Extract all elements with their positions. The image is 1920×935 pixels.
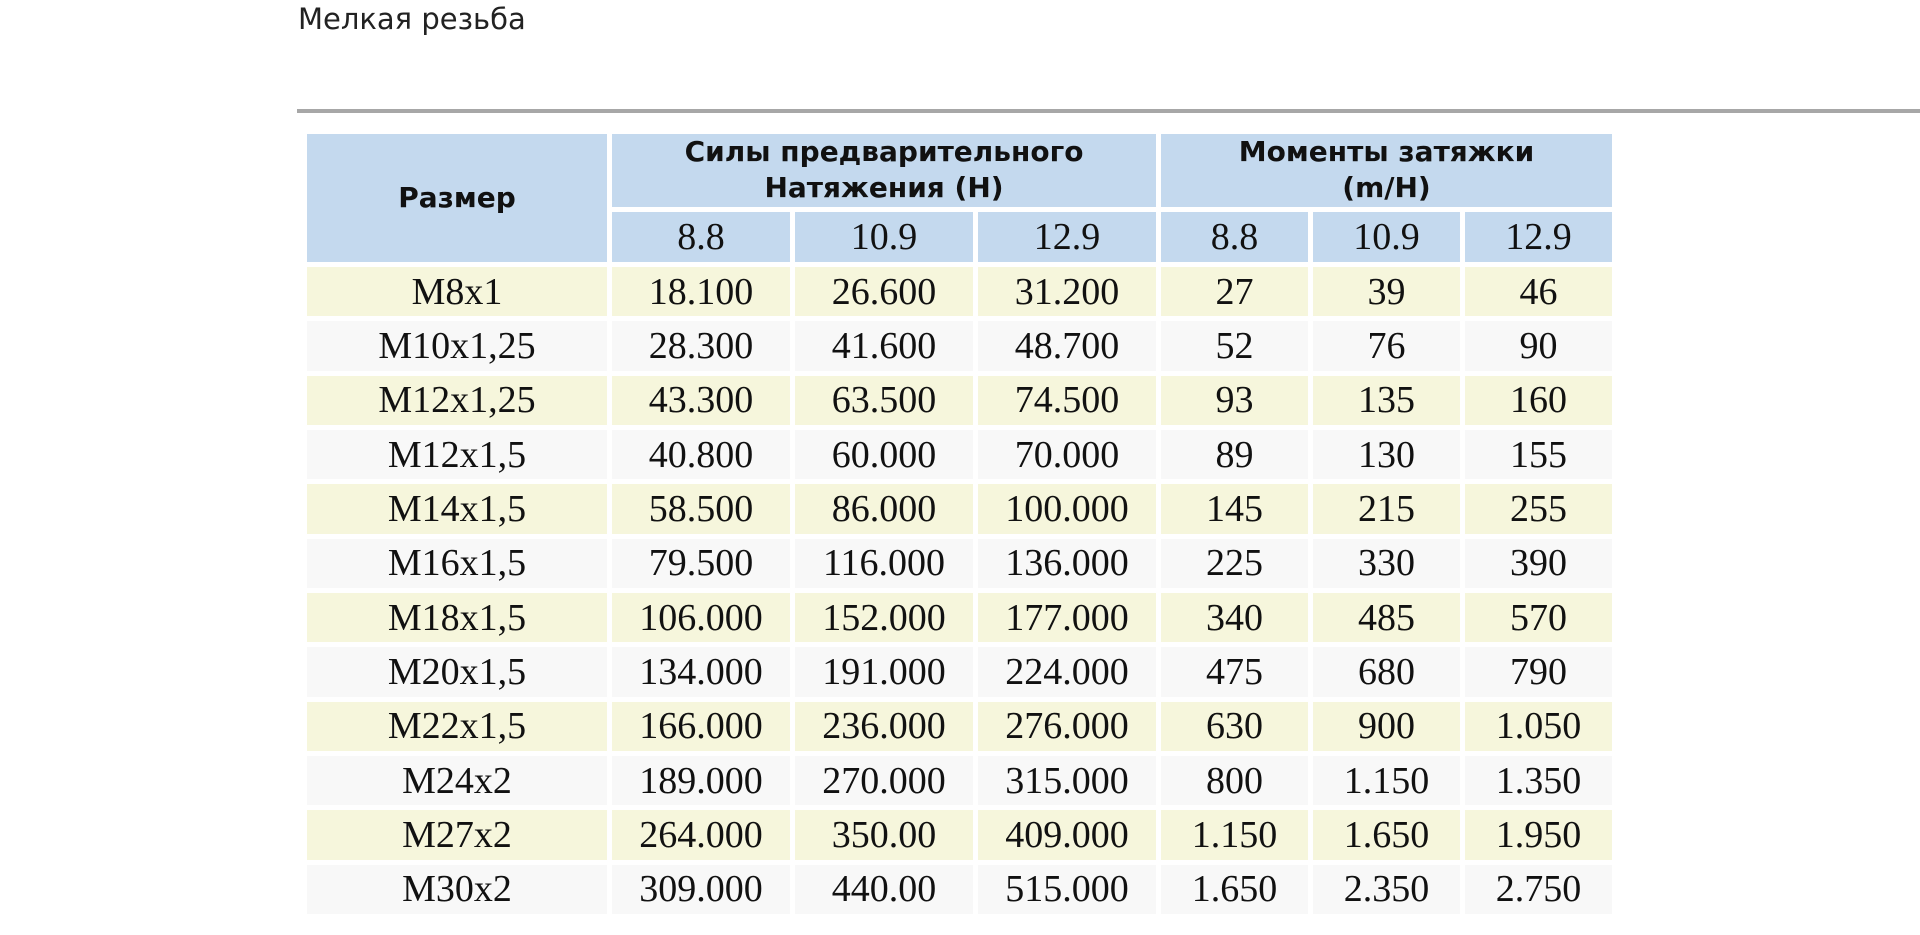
value-cell: 86.000 (795, 484, 973, 533)
value-cell: 130 (1313, 430, 1460, 479)
table-row (307, 376, 1612, 425)
grade-cell: 8.8 (612, 212, 790, 262)
value-cell: 225 (1161, 539, 1308, 588)
value-cell: 340 (1161, 593, 1308, 642)
value-cell: 515.000 (978, 865, 1156, 914)
value-cell: 136.000 (978, 539, 1156, 588)
value-cell: 800 (1161, 756, 1308, 805)
value-cell: 485 (1313, 593, 1460, 642)
value-cell: 76 (1313, 321, 1460, 370)
value-cell: 46 (1465, 267, 1612, 316)
table-row (307, 484, 1612, 533)
torque-header-line1: Моменты затяжки (1238, 135, 1535, 169)
value-cell: 43.300 (612, 376, 790, 425)
value-cell: 31.200 (978, 267, 1156, 316)
value-cell: 2.350 (1313, 865, 1460, 914)
table-body (307, 134, 1612, 914)
size-cell: M27x2 (307, 810, 607, 859)
value-cell: 89 (1161, 430, 1308, 479)
value-cell: 63.500 (795, 376, 973, 425)
table-row (307, 593, 1612, 642)
table-row (307, 539, 1612, 588)
value-cell: 1.350 (1465, 756, 1612, 805)
table-row (307, 865, 1612, 914)
size-cell: M22x1,5 (307, 702, 607, 751)
value-cell: 39 (1313, 267, 1460, 316)
size-cell: M8x1 (307, 267, 607, 316)
value-cell: 570 (1465, 593, 1612, 642)
value-cell: 160 (1465, 376, 1612, 425)
size-header: Размер (307, 134, 607, 262)
value-cell: 191.000 (795, 647, 973, 696)
value-cell: 315.000 (978, 756, 1156, 805)
value-cell: 40.800 (612, 430, 790, 479)
value-cell: 1.150 (1313, 756, 1460, 805)
value-cell: 27 (1161, 267, 1308, 316)
table-row (307, 430, 1612, 479)
value-cell: 270.000 (795, 756, 973, 805)
value-cell: 90 (1465, 321, 1612, 370)
thread-table (302, 129, 1617, 919)
value-cell: 52 (1161, 321, 1308, 370)
value-cell: 134.000 (612, 647, 790, 696)
value-cell: 680 (1313, 647, 1460, 696)
value-cell: 93 (1161, 376, 1308, 425)
value-cell: 18.100 (612, 267, 790, 316)
value-cell: 79.500 (612, 539, 790, 588)
preload-header (612, 134, 1156, 207)
grade-cell: 12.9 (1465, 212, 1612, 262)
value-cell: 390 (1465, 539, 1612, 588)
preload-header-line2: Натяжения (Н) (764, 171, 1004, 205)
value-cell: 60.000 (795, 430, 973, 479)
value-cell: 58.500 (612, 484, 790, 533)
table-row (307, 756, 1612, 805)
value-cell: 236.000 (795, 702, 973, 751)
table-row (307, 702, 1612, 751)
value-cell: 70.000 (978, 430, 1156, 479)
value-cell: 440.00 (795, 865, 973, 914)
header-row (307, 134, 1612, 207)
value-cell: 166.000 (612, 702, 790, 751)
value-cell: 26.600 (795, 267, 973, 316)
size-cell: M20x1,5 (307, 647, 607, 696)
size-cell: M30x2 (307, 865, 607, 914)
value-cell: 48.700 (978, 321, 1156, 370)
value-cell: 1.150 (1161, 810, 1308, 859)
value-cell: 215 (1313, 484, 1460, 533)
table-row (307, 267, 1612, 316)
value-cell: 350.00 (795, 810, 973, 859)
value-cell: 309.000 (612, 865, 790, 914)
value-cell: 330 (1313, 539, 1460, 588)
torque-header-line2: (m/H) (1342, 171, 1431, 205)
value-cell: 1.050 (1465, 702, 1612, 751)
value-cell: 1.950 (1465, 810, 1612, 859)
value-cell: 475 (1161, 647, 1308, 696)
size-cell: M24x2 (307, 756, 607, 805)
grade-cell: 12.9 (978, 212, 1156, 262)
page-title: Мелкая резьба (298, 2, 526, 36)
table-row (307, 647, 1612, 696)
preload-header-line1: Силы предварительного (684, 135, 1084, 169)
value-cell: 264.000 (612, 810, 790, 859)
value-cell: 177.000 (978, 593, 1156, 642)
table-row (307, 810, 1612, 859)
value-cell: 900 (1313, 702, 1460, 751)
value-cell: 152.000 (795, 593, 973, 642)
value-cell: 409.000 (978, 810, 1156, 859)
size-cell: M14x1,5 (307, 484, 607, 533)
value-cell: 1.650 (1161, 865, 1308, 914)
value-cell: 276.000 (978, 702, 1156, 751)
table-row (307, 321, 1612, 370)
value-cell: 2.750 (1465, 865, 1612, 914)
torque-header (1161, 134, 1612, 207)
value-cell: 224.000 (978, 647, 1156, 696)
value-cell: 1.650 (1313, 810, 1460, 859)
value-cell: 255 (1465, 484, 1612, 533)
value-cell: 100.000 (978, 484, 1156, 533)
value-cell: 155 (1465, 430, 1612, 479)
value-cell: 790 (1465, 647, 1612, 696)
grade-cell: 8.8 (1161, 212, 1308, 262)
value-cell: 41.600 (795, 321, 973, 370)
size-cell: M12x1,5 (307, 430, 607, 479)
value-cell: 189.000 (612, 756, 790, 805)
title-divider (297, 109, 1920, 113)
value-cell: 630 (1161, 702, 1308, 751)
size-cell: M12x1,25 (307, 376, 607, 425)
value-cell: 74.500 (978, 376, 1156, 425)
value-cell: 145 (1161, 484, 1308, 533)
size-cell: M16x1,5 (307, 539, 607, 588)
grade-cell: 10.9 (1313, 212, 1460, 262)
size-cell: M10x1,25 (307, 321, 607, 370)
value-cell: 28.300 (612, 321, 790, 370)
grade-cell: 10.9 (795, 212, 973, 262)
value-cell: 116.000 (795, 539, 973, 588)
size-cell: M18x1,5 (307, 593, 607, 642)
value-cell: 106.000 (612, 593, 790, 642)
value-cell: 135 (1313, 376, 1460, 425)
